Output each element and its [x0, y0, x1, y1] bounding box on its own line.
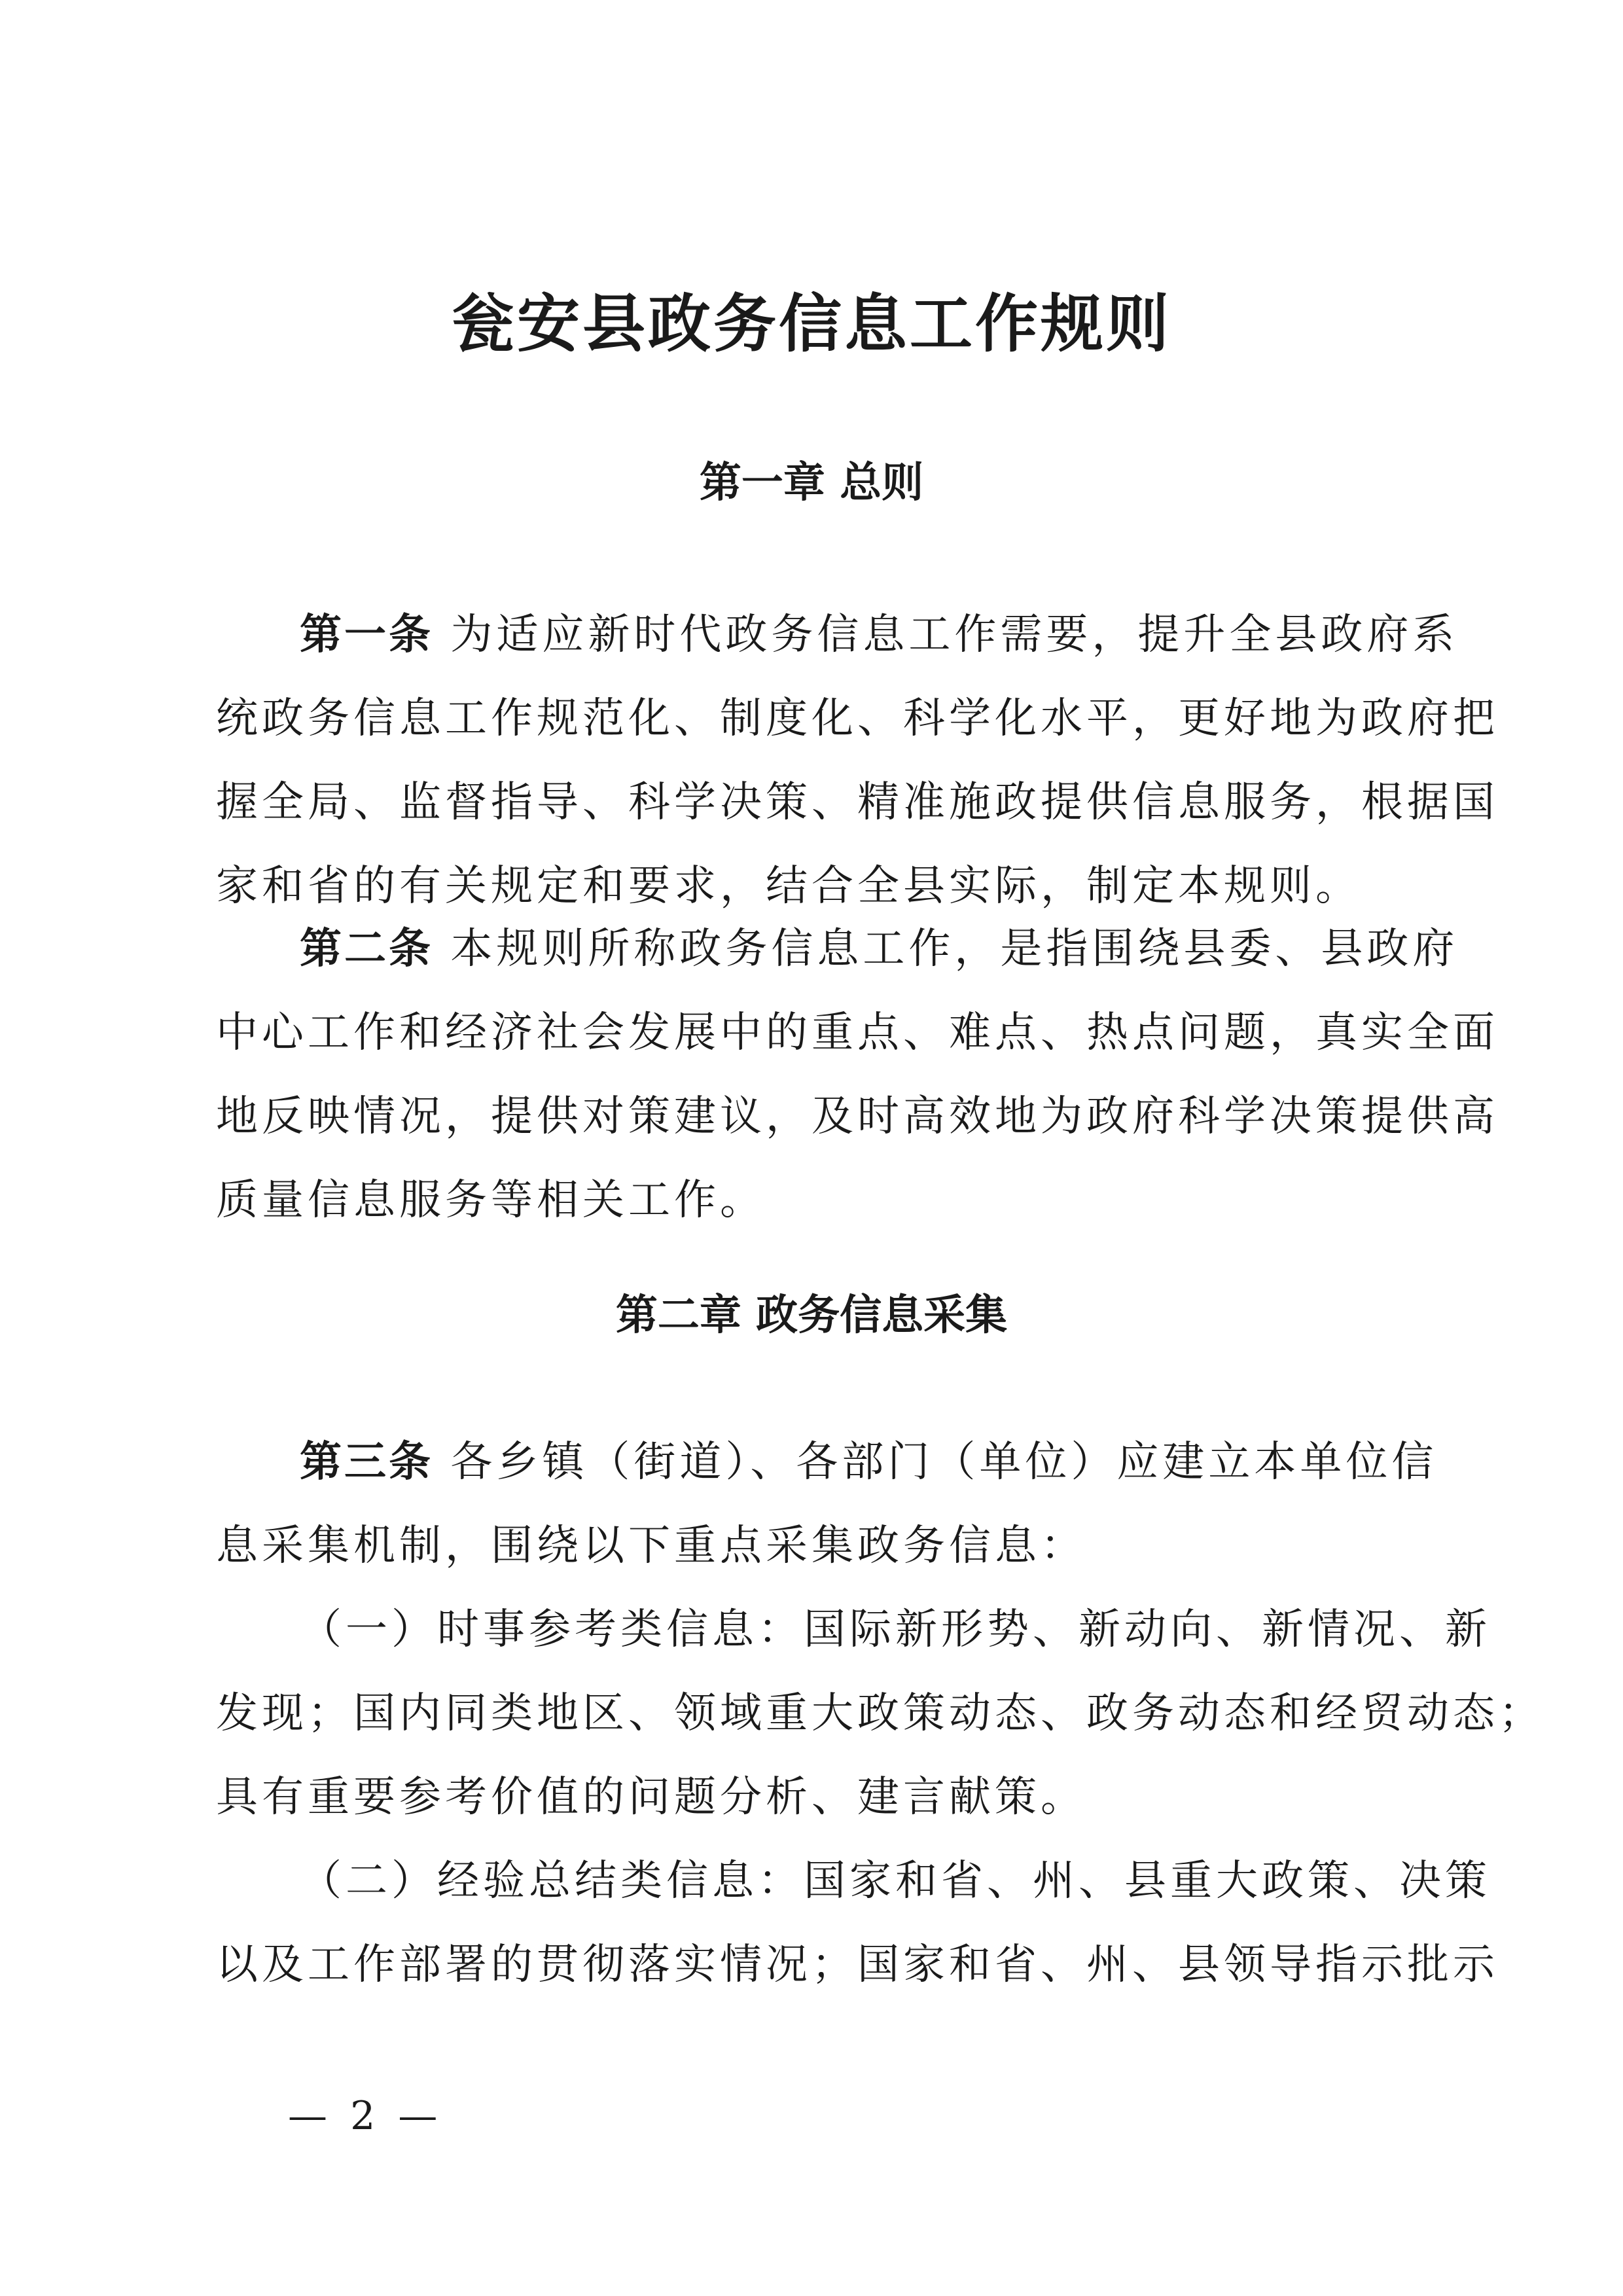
article-label: 第三条 [300, 1438, 433, 1486]
item-line: （一）时事参考类信息：国际新形势、新动向、新情况、新 [300, 1605, 1491, 1654]
article-2 [216, 907, 1499, 1242]
article-line: 第一条 为适应新时代政务信息工作需要，提升全县政府系 [300, 611, 1459, 659]
article-line: 中心工作和经济社会发展中的重点、难点、热点问题，真实全面 [216, 1009, 1499, 1057]
article-line: 家和省的有关规定和要求，结合全县实际，制定本规则。 [216, 862, 1361, 910]
article-line: 息采集机制，围绕以下重点采集政务信息： [216, 1522, 1086, 1570]
page-number: — 2 — [288, 2093, 443, 2139]
item-line: 以及工作部署的贯彻落实情况；国家和省、州、县领导指示批示 [216, 1941, 1499, 1989]
article-line: 统政务信息工作规范化、制度化、科学化水平，更好地为政府把 [216, 694, 1499, 743]
item-line: 具有重要参考价值的问题分析、建言献策。 [216, 1773, 1086, 1821]
article-label: 第二条 [300, 925, 433, 973]
article-line: 地反映情况，提供对策建议，及时高效地为政府科学决策提供高 [216, 1092, 1499, 1141]
article-label: 第一条 [300, 611, 433, 659]
article-3 [216, 1420, 1544, 2007]
item-line: 发现；国内同类地区、领域重大政策动态、政务动态和经贸动态； [216, 1689, 1544, 1738]
item-line: （二）经验总结类信息：国家和省、州、县重大政策、决策 [300, 1857, 1491, 1905]
chapter-heading-1: 第一章 总则 [699, 459, 924, 507]
article-line: 第三条 各乡镇（街道）、各部门（单位）应建立本单位信 [300, 1438, 1438, 1486]
article-line: 第二条 本规则所称政务信息工作，是指围绕县委、县政府 [300, 925, 1459, 973]
article-line: 握全局、监督指导、科学决策、精准施政提供信息服务，根据国 [216, 778, 1499, 827]
article-1 [216, 593, 1499, 928]
article-line: 质量信息服务等相关工作。 [216, 1176, 766, 1225]
chapter-heading-2: 第二章 政务信息采集 [615, 1291, 1008, 1340]
document-title: 瓮安县政务信息工作规则 [452, 287, 1171, 361]
